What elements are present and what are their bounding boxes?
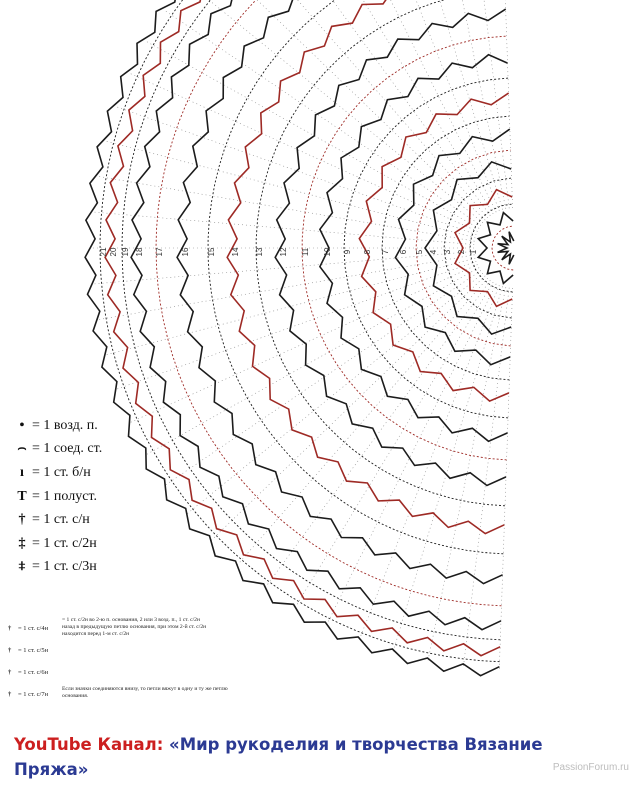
radial-chain-line: [392, 0, 502, 210]
stitch-symbol: †: [8, 690, 12, 698]
legend-text: = 1 возд. п.: [32, 417, 98, 433]
stitch-ring: [498, 232, 514, 265]
legend-row-half-double: [12, 485, 102, 509]
ring-number-label: 15: [207, 247, 216, 257]
small-legend-text: = 1 ст. с/7н: [18, 690, 49, 698]
ring-number-label: 6: [399, 249, 408, 255]
legend-row-single-crochet: [12, 461, 102, 485]
ring-number-label: 14: [231, 247, 240, 257]
ring-number-label: 7: [381, 249, 390, 255]
radial-chain-line: [294, 282, 494, 610]
stitch-symbol: †: [8, 668, 12, 676]
radial-chain-line: [358, 0, 499, 211]
small-legend-text: = 1 ст. с/4н: [18, 624, 49, 632]
youtube-channel-title: [14, 732, 614, 782]
watermark: PassionForum.ru: [552, 762, 629, 773]
half-double-symbol: T: [17, 488, 27, 504]
ring-number-label: 10: [323, 247, 332, 257]
stitch-ring: [85, 0, 499, 676]
small-legend-text: = 1 ст. с/6н: [18, 668, 49, 676]
ring-number-label: 11: [301, 247, 310, 257]
stitch-ring: [395, 129, 510, 365]
small-legend: [8, 618, 48, 706]
small-legend-row: [8, 684, 48, 706]
ring-number-label: 12: [279, 247, 288, 257]
stitch-ring: [177, 0, 503, 584]
ring-number-label: 4: [429, 249, 438, 255]
legend-row-treble: [12, 532, 102, 556]
small-legend-row: [8, 640, 48, 662]
ring-number-label: 19: [121, 247, 130, 257]
legend-text: = 1 полуст.: [32, 488, 97, 504]
ring-number-label: 16: [181, 247, 190, 257]
ring-number-label: 8: [363, 249, 372, 255]
chart-rings: [85, 0, 514, 676]
channel-name: «Мир рукоделия и творчества Вязание Пряжа»: [14, 735, 543, 779]
slip-stitch-symbol: ⌢: [17, 441, 27, 457]
ring-number-label: 17: [155, 247, 164, 257]
legend-row-double: [12, 508, 102, 532]
legend-text: = 1 ст. с/3н: [32, 559, 97, 575]
footer: [0, 705, 637, 800]
radial-chain-line: [104, 141, 475, 238]
small-legend-text: = 1 ст. с/5н: [18, 646, 49, 654]
ring-number-label: 21: [99, 247, 108, 257]
legend-row-chain: [12, 414, 102, 438]
ring-number-label: 3: [443, 249, 452, 255]
stitch-ring: [208, 0, 503, 554]
radial-chain-line: [92, 212, 475, 245]
radial-chain-line: [235, 278, 487, 567]
legend-row-slip-stitch: [12, 438, 102, 462]
ring-number-label: 5: [415, 249, 424, 255]
ring-number-label: 13: [255, 247, 264, 257]
radial-chain-line: [325, 0, 496, 212]
stitch-symbol: †: [8, 646, 12, 654]
treble-crochet-symbol: ‡: [18, 535, 26, 551]
ring-number-label: 18: [135, 247, 144, 257]
ring-number-label: 20: [109, 247, 118, 257]
stitch-symbol: †: [8, 624, 12, 632]
joined-stitch-note: Если значки соединяются внизу, то петли вяжут в одну и ту же петлю основания.: [62, 686, 228, 699]
small-legend-row: [8, 662, 48, 684]
ring-number-label: 1: [469, 249, 478, 255]
ring-number-label: 9: [343, 249, 352, 255]
symbol-legend: [12, 414, 102, 579]
legend-text: = 1 ст. с/2н: [32, 535, 97, 551]
legend-text: = 1 ст. б/н: [32, 464, 91, 480]
ring-number-label: 2: [457, 249, 466, 255]
stitch-ring: [105, 0, 500, 656]
stitch-ring: [131, 0, 501, 630]
ring-number-labels: [99, 247, 478, 256]
legend-text: = 1 соед. ст.: [32, 441, 103, 457]
stitch-ring: [275, 9, 506, 485]
legend-text: = 1 ст. с/н: [32, 512, 90, 528]
single-crochet-symbol: ı: [20, 464, 24, 480]
radial-chain-line: [185, 0, 483, 223]
chain-symbol: •: [19, 417, 25, 433]
double-treble-symbol: ⧧: [18, 559, 26, 575]
cross-stitch-note: = 1 ст. с/2н во 2-ю п. основания, 2 или 3 возд. п., 1 ст. с/2н назад в предыдущую петлю основания, при этом 2-й ст. с/2н находится перед 1-м ст. с/2н: [62, 617, 207, 637]
radial-chain-line: [499, 0, 512, 208]
radial-chain-line: [114, 106, 476, 235]
youtube-label: YouTube Канал:: [14, 735, 164, 754]
radial-chain-line: [209, 0, 485, 220]
stitch-ring: [344, 78, 508, 418]
legend-row-double-treble: [12, 556, 102, 580]
small-legend-row: [8, 618, 48, 640]
double-crochet-symbol: †: [18, 512, 26, 528]
